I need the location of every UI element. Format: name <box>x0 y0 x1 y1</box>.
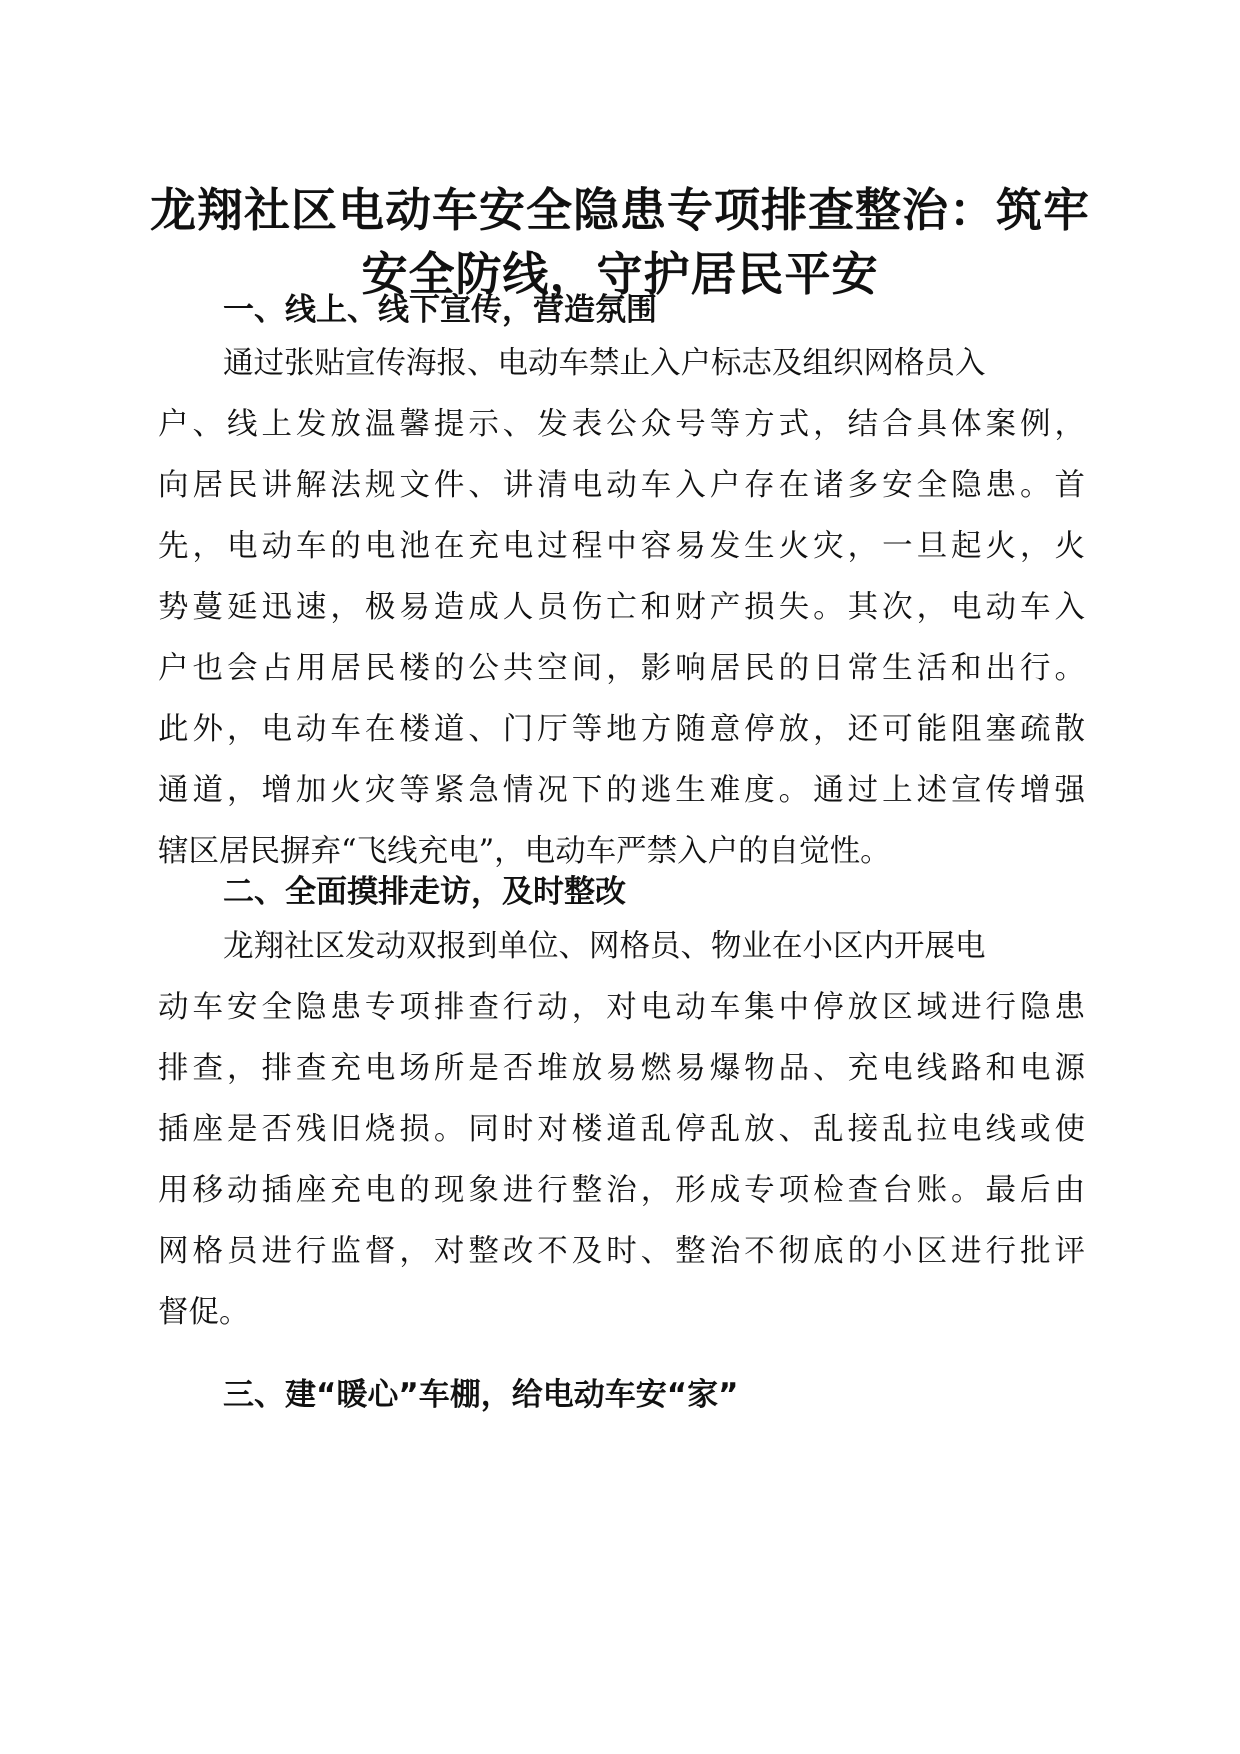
paragraph-line: 户也会占用居民楼的公共空间，影响居民的日常生活和出行。 <box>158 651 1085 686</box>
paragraph-line: 龙翔社区发动双报到单位、网格员、物业在小区内开展电 <box>223 929 986 964</box>
title-line: 安全防线，守护居民平安 <box>361 247 879 301</box>
paragraph-line: 网格员进行监督，对整改不及时、整治不彻底的小区进行批评 <box>158 1234 1085 1269</box>
title-line: 龙翔社区电动车安全隐患专项排查整治：筑牢 <box>150 183 1090 237</box>
section-paragraph <box>158 344 1085 893</box>
paragraph-line: 户、线上发放温馨提示、发表公众号等方式，结合具体案例， <box>158 407 1085 442</box>
paragraph-line: 辖区居民摒弃“飞线充电”，电动车严禁入户的自觉性。 <box>158 834 891 869</box>
section-heading: 二、全面摸排走访，及时整改 <box>223 874 626 910</box>
paragraph-line: 动车安全隐患专项排查行动，对电动车集中停放区域进行隐患 <box>158 990 1085 1025</box>
paragraph-line: 先，电动车的电池在充电过程中容易发生火灾，一旦起火，火 <box>158 529 1085 564</box>
paragraph-line: 用移动插座充电的现象进行整治，形成专项检查台账。最后由 <box>158 1173 1085 1208</box>
section-heading: 一、线上、线下宣传，营造氛围 <box>223 292 657 328</box>
paragraph-line: 此外，电动车在楼道、门厅等地方随意停放，还可能阻塞疏散 <box>158 712 1085 747</box>
paragraph-line: 插座是否残旧烧损。同时对楼道乱停乱放、乱接乱拉电线或使 <box>158 1112 1085 1147</box>
paragraph-line: 通道，增加火灾等紧急情况下的逃生难度。通过上述宣传增强 <box>158 773 1085 808</box>
section-heading: 三、建“暖心”车棚，给电动车安“家” <box>223 1377 739 1413</box>
section-paragraph <box>158 927 1085 1354</box>
document-title <box>150 178 1090 306</box>
paragraph-line: 势蔓延迅速，极易造成人员伤亡和财产损失。其次，电动车入 <box>158 590 1085 625</box>
paragraph-line: 向居民讲解法规文件、讲清电动车入户存在诸多安全隐患。首 <box>158 468 1085 503</box>
paragraph-line: 排查，排查充电场所是否堆放易燃易爆物品、充电线路和电源 <box>158 1051 1085 1086</box>
paragraph-line: 通过张贴宣传海报、电动车禁止入户标志及组织网格员入 <box>223 346 986 381</box>
paragraph-line: 督促。 <box>158 1295 250 1330</box>
